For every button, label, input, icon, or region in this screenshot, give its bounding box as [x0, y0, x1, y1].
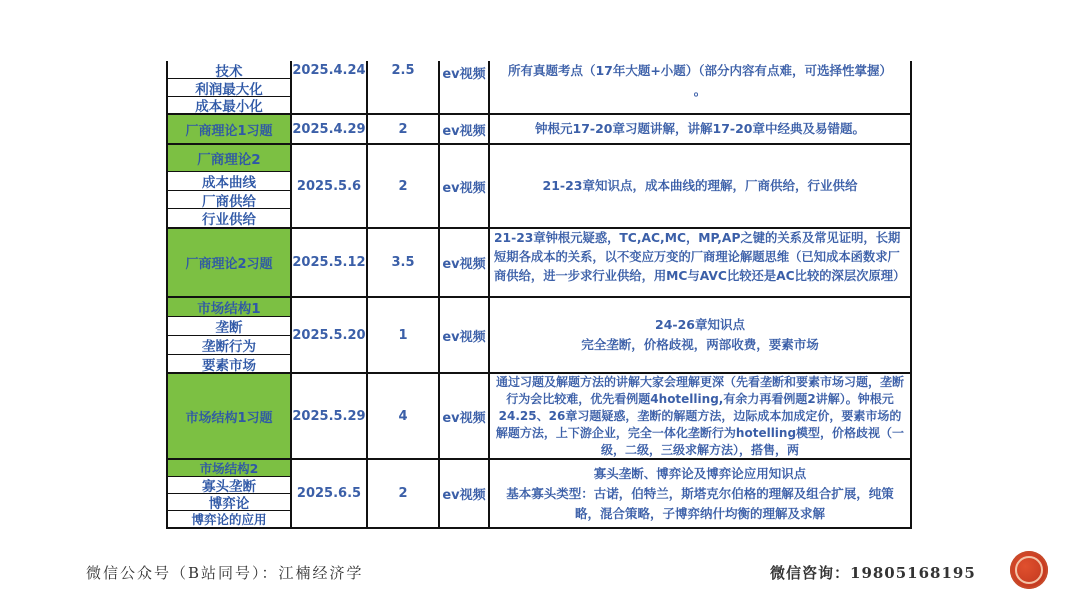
table-row	[168, 61, 910, 113]
date-cell: 2025.5.6	[292, 145, 368, 227]
topic-line: 寡头垄断	[168, 477, 290, 494]
hours-cell: 2	[368, 115, 440, 143]
table-row	[168, 458, 910, 527]
hours-cell: 2	[368, 460, 440, 527]
topic-line: 利润最大化	[168, 79, 290, 97]
desc-cell: 钟根元17-20章习题讲解，讲解17-20章中经典及易错题。	[535, 121, 865, 136]
topic-line: 行业供给	[202, 212, 256, 227]
date-cell: 2025.5.29	[292, 374, 368, 458]
format-cell: ev视频	[440, 115, 490, 143]
topic-cell: 厂商理论2习题	[168, 229, 292, 296]
topic-cell	[168, 61, 292, 113]
hours-cell: 3.5	[368, 229, 440, 296]
table-row	[168, 143, 910, 227]
topic-line: 技术	[168, 61, 290, 79]
topic-line: 博弈论的应用	[191, 512, 267, 527]
date-cell: 2025.5.20	[292, 298, 368, 372]
desc-cell: 寡头垄断、博弈论及博弈论应用知识点 基本寡头类型：古诺，伯特兰，斯塔克尔伯格的理解及组合扩展，纯策略，混合策略，子博弈纳什均衡的理解及求解	[506, 465, 894, 521]
footer-wechat-account: 微信公众号（B站同号）：江楠经济学	[86, 564, 364, 582]
format-cell: ev视频	[440, 460, 490, 527]
format-cell: ev视频	[440, 374, 490, 458]
table-row	[168, 227, 910, 296]
topic-line: 垄断行为	[168, 336, 290, 355]
date-cell: 2025.6.5	[292, 460, 368, 527]
topic-line: 博弈论	[168, 494, 290, 511]
topic-cell: 厂商理论1习题	[168, 115, 292, 143]
table-row	[168, 296, 910, 372]
topic-line: 厂商供给	[168, 191, 290, 209]
topic-cell	[168, 298, 292, 372]
date-cell: 2025.5.12	[292, 229, 368, 296]
topic-cell	[168, 145, 292, 227]
topic-line: 垄断	[168, 317, 290, 336]
date-cell: 2025.4.24	[292, 61, 368, 113]
footer-wechat-contact: 微信咨询：19805168195	[770, 564, 976, 582]
date-cell: 2025.4.29	[292, 115, 368, 143]
topic-line: 厂商理论2	[168, 145, 290, 172]
topic-line: 市场结构1	[168, 298, 290, 317]
topic-cell: 市场结构1习题	[168, 374, 292, 458]
hours-cell: 2.5	[368, 61, 440, 113]
hours-cell: 1	[368, 298, 440, 372]
schedule-table	[166, 61, 912, 529]
logo-icon	[1010, 551, 1048, 589]
format-cell: ev视频	[440, 229, 490, 296]
topic-line: 市场结构2	[168, 460, 290, 477]
table-row	[168, 372, 910, 458]
table-row	[168, 113, 910, 143]
format-cell: ev视频	[440, 145, 490, 227]
topic-cell	[168, 460, 292, 527]
format-cell: ev视频	[440, 61, 490, 113]
hours-cell: 4	[368, 374, 440, 458]
desc-cell: 21-23章钟根元疑惑，TC,AC,MC，MP,AP之键的关系及常见证明，长期短期各成本的关系，以不变应万变的厂商理论解题思维（已知成本函数求厂商供给，进一步求行业供给，用MC与AVC比较还是AC比较的深层次原理）	[494, 231, 906, 283]
desc-cell: 21-23章知识点，成本曲线的理解，厂商供给，行业供给	[542, 178, 858, 193]
desc-cell: 所有真题考点（17年大题+小题）（部分内容有点难，可选择性掌握） 。	[507, 63, 893, 98]
topic-line: 成本最小化	[195, 99, 263, 113]
topic-line: 要素市场	[202, 357, 256, 372]
hours-cell: 2	[368, 145, 440, 227]
format-cell: ev视频	[440, 298, 490, 372]
desc-cell: 通过习题及解题方法的讲解大家会理解更深（先看垄断和要素市场习题，垄断行为会比较难，优先看例题4hotelling,有余力再看例题2讲解）。钟根元24.25、26章习题疑惑，垄断的解题方法，边际成本加成定价，要素市场的解题方法，上下游企业，完全一体化垄断行为hotelling模型，价格歧视（一级，二级，三级求解方法），搭售，两	[495, 375, 905, 457]
topic-line: 成本曲线	[168, 172, 290, 191]
desc-cell: 24-26章知识点 完全垄断，价格歧视，两部收费，要素市场	[581, 317, 819, 352]
